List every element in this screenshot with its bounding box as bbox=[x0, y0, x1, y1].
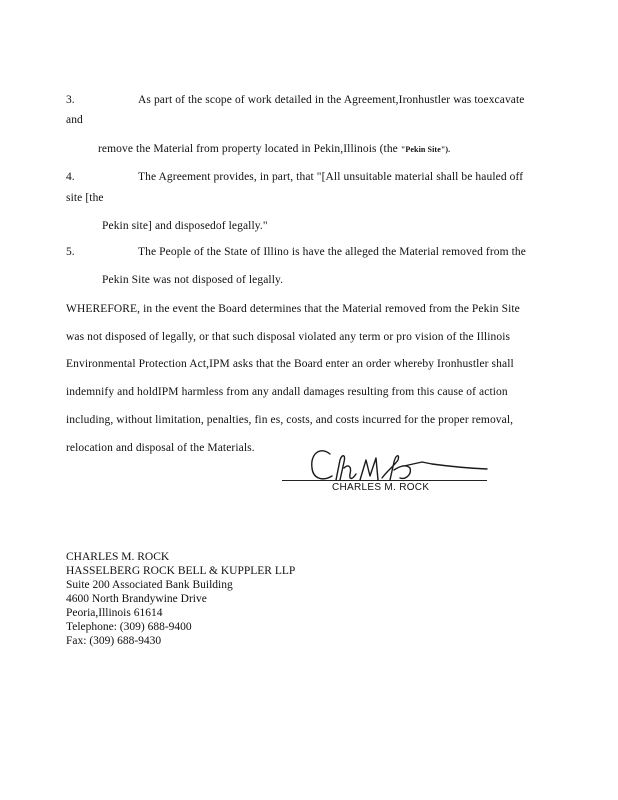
para4-line1: The Agreement provides, in part, that "[All unsuitable material shall be hauled off bbox=[138, 171, 524, 183]
para3-number: 3. bbox=[66, 94, 75, 106]
pekin-site-quote: "Pekin Site"). bbox=[400, 145, 451, 154]
wherefore-line6: relocation and disposal of the Materials. bbox=[66, 442, 255, 454]
address-line-1: CHARLES M. ROCK bbox=[66, 551, 170, 563]
wherefore-line2: was not disposed of legally, or that such disposal violated any term or pro vision of the Illinois bbox=[66, 331, 511, 343]
para5-line1: The People of the State of Illino is have the alleged the Material removed from the bbox=[138, 246, 526, 258]
wherefore-line3: Environmental Protection Act,IPM asks that the Board enter an order whereby Ironhustler shall bbox=[66, 358, 514, 370]
address-line-3: Suite 200 Associated Bank Building bbox=[66, 579, 233, 591]
address-line-2: HASSELBERG ROCK BELL & KUPPLER LLP bbox=[66, 565, 296, 577]
wherefore-line6-cut bbox=[66, 441, 255, 454]
para4-line2: site [the bbox=[66, 192, 104, 204]
signature-name: CHARLES M. ROCK bbox=[332, 482, 430, 493]
para4-line3: Pekin site] and disposedof legally." bbox=[102, 220, 268, 232]
signature-line bbox=[282, 480, 487, 481]
handwritten-signature bbox=[282, 440, 492, 484]
wherefore-line5: including, without limitation, penalties, fin es, costs, and costs incurred for the proper removal, bbox=[66, 414, 514, 426]
para3-line1: As part of the scope of work detailed in the Agreement,Ironhustler was toexcavate bbox=[138, 94, 525, 106]
para3-line2: and bbox=[66, 114, 83, 126]
wherefore-line4: indemnify and holdIPM harmless from any andall damages resulting from this cause of action bbox=[66, 386, 508, 398]
para3-line3-text: remove the Material from property located in Pekin,Illinois (the bbox=[98, 143, 401, 155]
para3-line3 bbox=[98, 142, 450, 157]
para4-number: 4. bbox=[66, 171, 75, 183]
para5-number: 5. bbox=[66, 246, 75, 258]
address-line-7: Fax: (309) 688-9430 bbox=[66, 635, 162, 647]
para5-line2: Pekin Site was not disposed of legally. bbox=[102, 274, 284, 286]
address-line-6: Telephone: (309) 688-9400 bbox=[66, 621, 192, 633]
wherefore-line1: WHEREFORE, in the event the Board determines that the Material removed from the Pekin Site bbox=[66, 303, 520, 315]
signature-block bbox=[282, 440, 492, 496]
address-line-4: 4600 North Brandywine Drive bbox=[66, 593, 207, 605]
address-line-5: Peoria,Illinois 61614 bbox=[66, 607, 163, 619]
